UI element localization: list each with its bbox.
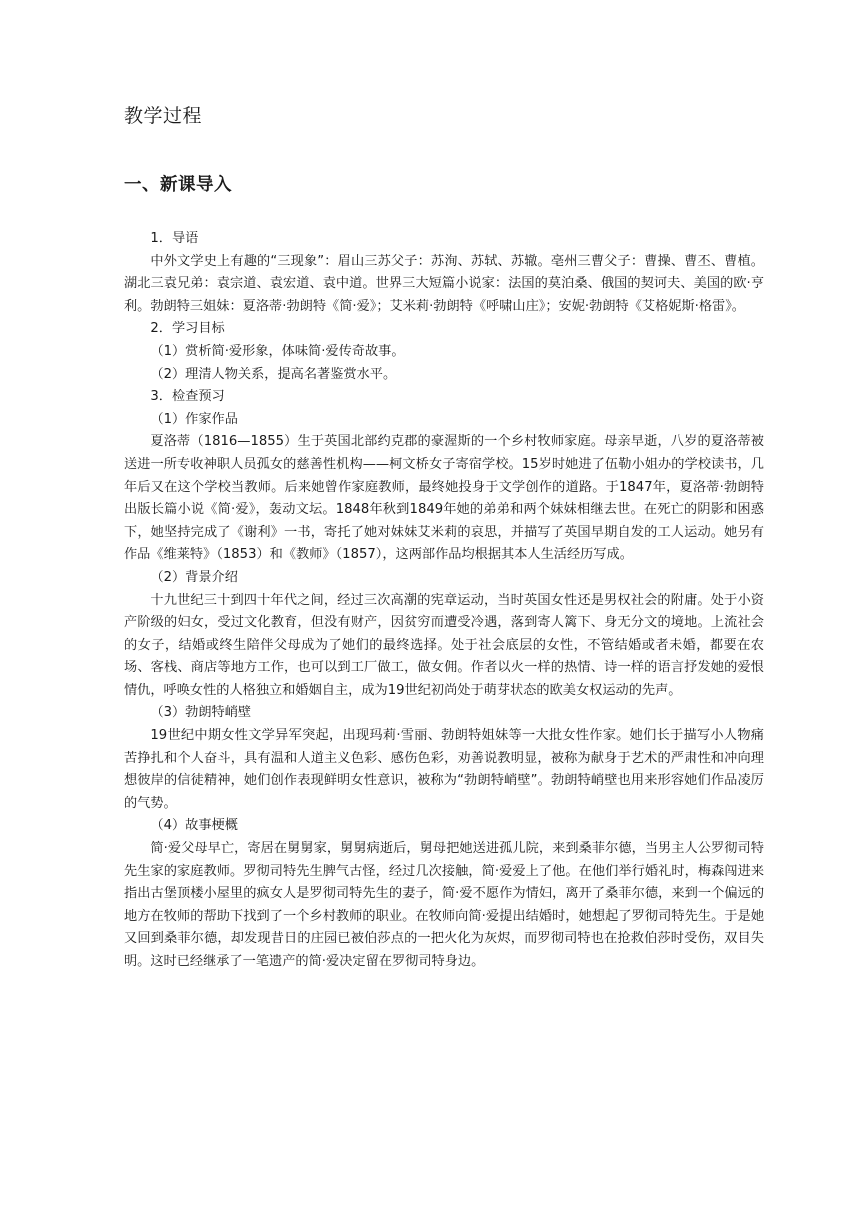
sub-label-synopsis: （4）故事梗概 <box>150 818 238 834</box>
document-title: 教学过程 <box>124 105 203 127</box>
paragraph-author: 夏洛蒂（1816—1855）生于英国北部约克郡的豪渥斯的一个乡村牧师家庭。母亲早逝，八岁的夏洛蒂被送进一所专收神职人员孤女的慈善性机构——柯文桥女子寄宿学校。15岁时她进了伍勒小姐办的学校读书，几年后又在这个学校当教师。后来她曾作家庭教师，最终她投身于文学创作的道路。于1847年，夏洛蒂·勃朗特出版长篇小说《简·爱》，轰动文坛。1848年秋到1849年她的弟弟和两个妹妹相继去世。在死亡的阴影和困惑下，她坚持完成了《谢利》一书，寄托了她对妹妹艾米莉的哀思，并描写了英国早期自发的工人运动。她另有作品《维莱特》（1853）和《教师》（1857），这两部作品均根据其本人生活经历写成。 <box>124 434 764 563</box>
item-label-goals: 2．学习目标 <box>150 321 225 337</box>
document-body <box>124 228 764 974</box>
sub-label-bronte-cliff: （3）勃朗特峭壁 <box>150 705 252 721</box>
sub-label-author: （1）作家作品 <box>150 411 238 427</box>
paragraph-intro: 中外文学史上有趣的“三现象”：眉山三苏父子：苏洵、苏轼、苏辙。亳州三曹父子：曹操、曹丕、曹植。湖北三袁兄弟：袁宗道、袁宏道、袁中道。世界三大短篇小说家：法国的莫泊桑、俄国的契诃夫、美国的欧·亨利。勃朗特三姐妹：夏洛蒂·勃朗特《简·爱》；艾米莉·勃朗特《呼啸山庄》；安妮·勃朗特《艾格妮斯·格雷》。 <box>124 253 764 314</box>
paragraph-bronte-cliff: 19世纪中期女性文学异军突起，出现玛莉·雪丽、勃朗特姐妹等一大批女性作家。她们长于描写小人物痛苦挣扎和个人奋斗，具有温和人道主义色彩、感伤色彩，劝善说教明显，被称为献身于艺术的严肃性和冲向理想彼岸的信徒精神，她们创作表现鲜明女性意识，被称为“勃朗特峭壁”。勃朗特峭壁也用来形容她们作品凌厉的气势。 <box>124 728 764 811</box>
section-heading: 一、新课导入 <box>124 175 232 195</box>
paragraph-synopsis: 简·爱父母早亡，寄居在舅舅家，舅舅病逝后，舅母把她送进孤儿院，来到桑菲尔德，当男主人公罗彻司特先生家的家庭教师。罗彻司特先生脾气古怪，经过几次接触，简·爱爱上了他。在他们举行婚礼时，梅森闯进来指出古堡顶楼小屋里的疯女人是罗彻司特先生的妻子，简·爱不愿作为情妇，离开了桑菲尔德，来到一个偏远的地方在牧师的帮助下找到了一个乡村教师的职业。在牧师向简·爱提出结婚时，她想起了罗彻司特先生。于是她又回到桑菲尔德，却发现昔日的庄园已被伯莎点的一把火化为灰烬，而罗彻司特也在抢救伯莎时受伤，双目失明。这时已经继承了一笔遗产的简·爱决定留在罗彻司特身边。 <box>124 841 764 969</box>
item-label-preview: 3．检查预习 <box>150 389 225 405</box>
goal-item-1: （1）赏析简·爱形象，体味简·爱传奇故事。 <box>150 343 405 359</box>
paragraph-background: 十九世纪三十到四十年代之间，经过三次高潮的宪章运动，当时英国女性还是男权社会的附庸。处于小资产阶级的妇女，受过文化教育，但没有财产，因贫穷而遭受冷遇，落到寄人篱下、身无分文的境地。上流社会的女子，结婚或终生陪伴父母成为了她们的最终选择。处于社会底层的女性，不管结婚或者未婚，都要在农场、客栈、商店等地方工作，也可以到工厂做工，做女佣。作者以火一样的热情、诗一样的语言抒发她的爱恨情仇，呼唤女性的人格独立和婚姻自主，成为19世纪初尚处于萌芽状态的欧美女权运动的先声。 <box>124 592 764 698</box>
item-label-intro: 1．导语 <box>150 231 199 246</box>
sub-label-background: （2）背景介绍 <box>150 569 238 585</box>
goal-item-2: （2）理清人物关系，提高名著鉴赏水平。 <box>150 366 397 382</box>
